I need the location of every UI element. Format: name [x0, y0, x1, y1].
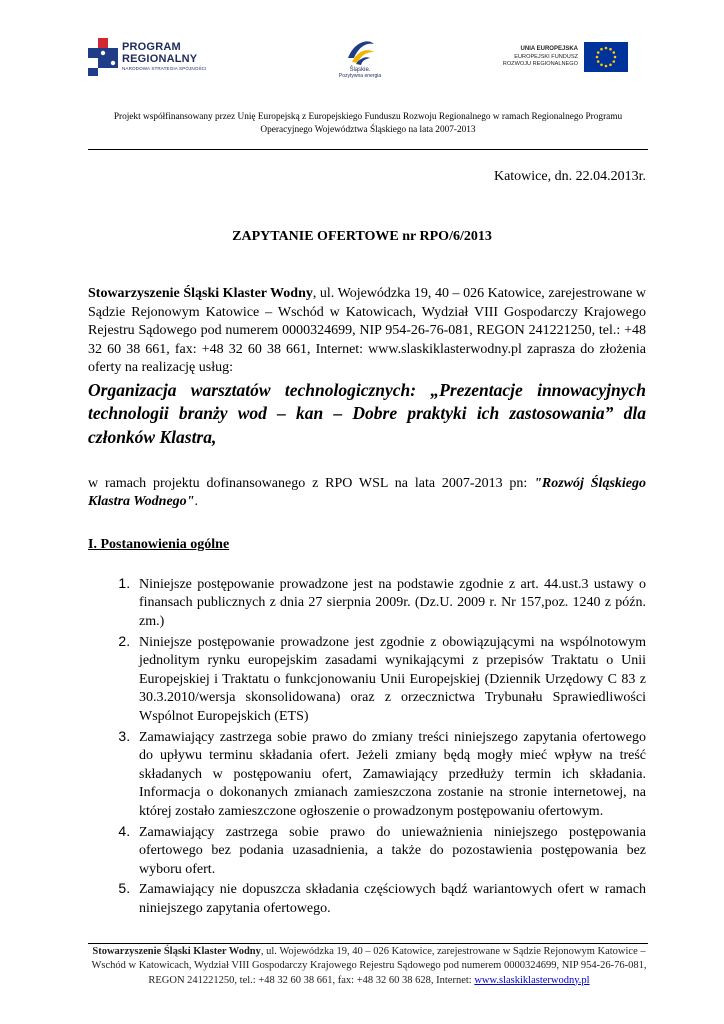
footer-website-link[interactable]: www.slaskiklasterwodny.pl	[474, 974, 590, 986]
provisions-list	[88, 574, 646, 919]
program-line-2: REGIONALNY	[122, 53, 198, 66]
project-suffix: .	[194, 494, 198, 510]
footer-divider	[88, 943, 648, 944]
project-cofinancing-note: Projekt współfinansowany przez Unię Europejską z Europejskiego Funduszu Rozwoju Regionalnego w ramach Regionalnego Programu Operacyjnego Województwa Śląskiego na lata 2007-2013	[113, 112, 623, 135]
eu-line-3: ROZWOJU REGIONALNEGO	[502, 61, 578, 68]
project-prefix: w ramach projektu dofinansowanego z RPO WSL na lata 2007-2013 pn:	[88, 475, 535, 491]
list-item: 3. Zamawiający zastrzega sobie prawo do zmiany treści niniejszego zapytania ofertowego do upływu terminu składania ofert. Jeżeli zmiany będą mogły mieć wpływ na treść składanych w postępowaniu ofert, Zamawiający przedłuży termin ich składania. Informacja o dokonanych zmianach zamieszczona zostanie na stronie internetowej, na której zostało zamieszczone ogłoszenie o prowadzonym postępowaniu ofertowym.	[134, 727, 646, 822]
list-item: 2. Niniejsze postępowanie prowadzone jest zgodnie z obowiązującymi na wspólnotowym jednolitym rynku europejskim zasadami wynikającymi z przepisów Traktatu o Unii Europejskiej i Traktatu o funkcjonowaniu Unii Europejskiej (Dziennik Urzędowy C 83 z 30.3.2010/wersja skonsolidowana) oraz z orzecznictwa Trybunału Sprawiedliwości Wspólnot Europejskich (ETS)	[134, 632, 646, 727]
program-regionalny-mark-icon	[88, 38, 118, 76]
intro-paragraph	[88, 285, 646, 378]
eu-flag-icon	[584, 42, 628, 72]
slaskie-name: Śląskie.	[349, 67, 371, 73]
service-title: Organizacja warsztatów technologicznych: „Prezentacje innowacyjnych technologii branży wod – kan – Dobre praktyki ich zastosowania” dla członków Klastra,	[88, 380, 646, 447]
list-item: 4. Zamawiający zastrzega sobie prawo do unieważnienia niniejszego postępowania ofertowego bez podania uzasadnienia, a także do pozostawienia postępowania bez wyboru ofert.	[134, 822, 646, 880]
intro-text: , ul. Wojewódzka 19, 40 – 026 Katowice, zarejestrowane w Sądzie Rejonowym Katowice – Wschód w Katowicach, Wydział VIII Gospodarczy Krajowego Rejestru Sądowego pod numerem 0000324699, NIP 954-26-76-081, REGON 241221250, tel.: +48 32 60 38 661, fax: +48 32 60 38 661, Internet: www.slaskiklasterwodny.pl zaprasza do złożenia oferty na realizację usług:	[88, 286, 646, 376]
document-title: ZAPYTANIE OFERTOWE nr RPO/6/2013	[232, 229, 492, 244]
program-line-3: NARODOWA STRATEGIA SPÓJNOŚCI	[122, 66, 207, 72]
document-body	[88, 285, 646, 919]
project-paragraph	[88, 475, 646, 512]
footer	[84, 945, 654, 988]
slaskie-tagline: Pozytywna energia	[338, 73, 382, 79]
slaskie-swirl-icon	[340, 36, 380, 66]
intro-org-name: Stowarzyszenie Śląski Klaster Wodny	[88, 286, 313, 301]
slaskie-logo	[330, 36, 390, 79]
list-item: 5. Zamawiający nie dopuszcza składania częściowych bądź wariantowych ofert w ramach niniejszego zapytania ofertowego.	[134, 879, 646, 918]
program-regionalny-logo	[88, 38, 206, 76]
eu-line-1: UNIA EUROPEJSKA	[520, 46, 578, 53]
program-line-1: PROGRAM	[122, 41, 181, 54]
eu-line-2: EUROPEJSKI FUNDUSZ	[514, 53, 578, 60]
project-name: "Rozwój Śląskiego Klastra Wodnego"	[88, 475, 646, 510]
footer-text: , ul. Wojewódzka 19, 40 – 026 Katowice, zarejestrowane w Sądzie Rejonowym Katowice – Wschód w Katowicach, Wydział VIII Gospodarczy Krajowego Rejestru Sądowego pod numerem 0000324699, NIP 954-26-76-081, REGON 241221250, tel.: +48 32 60 38 661, fax: +48 32 60 38 628, Internet:	[91, 946, 647, 986]
section-heading: I. Postanowienia ogólne	[88, 537, 230, 553]
list-item: 1. Niniejsze postępowanie prowadzone jest na podstawie zgodnie z art. 44.ust.3 ustawy o finansach publicznych z dnia 27 sierpnia 2009r. (Dz.U. 2009 r. Nr 157,poz. 1240 z późn. zm.)	[134, 574, 646, 632]
footer-org-name: Stowarzyszenie Śląski Klaster Wodny	[92, 946, 261, 957]
header-divider	[88, 149, 648, 150]
header-logos	[88, 36, 628, 86]
eu-logo	[503, 42, 628, 72]
document-date: Katowice, dn. 22.04.2013r.	[493, 169, 646, 184]
